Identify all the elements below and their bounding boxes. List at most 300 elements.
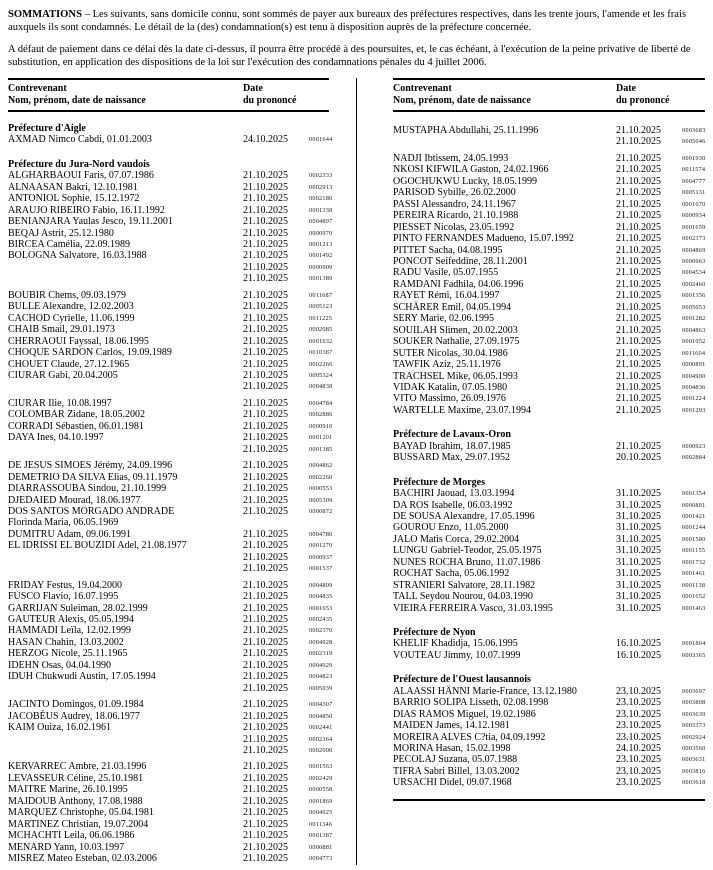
entry-date: 21.10.2025 (243, 710, 288, 722)
entry-name: CACHOD Cyrielle, 11.06.1999 (8, 312, 135, 324)
entry-ref: 0011687 (309, 291, 333, 299)
list-entry (8, 648, 333, 660)
entry-row (8, 193, 333, 205)
entry-name: CIURAR Ilie, 10.08.1997 (8, 397, 112, 409)
entry-ref: 0002319 (309, 650, 333, 658)
entry-row (393, 709, 705, 720)
entry-ref: 0011574 (682, 166, 706, 174)
sections-right (393, 125, 705, 789)
entry-name: DJEDAIED Mourad, 18.06.1977 (8, 494, 141, 506)
entry-ref: 0011604 (682, 349, 706, 357)
entry-row (8, 381, 333, 393)
prefecture-section (393, 429, 705, 463)
entry-row (8, 745, 333, 757)
list-entry (393, 441, 705, 452)
two-column-list (8, 78, 705, 865)
list-entry (393, 302, 705, 313)
entry-date: 21.10.2025 (616, 233, 661, 245)
entry-row (8, 648, 333, 660)
list-entry (393, 393, 705, 404)
entry-row (393, 210, 705, 221)
entry-date: 24.10.2025 (616, 743, 661, 755)
entry-name: DEMETRIO DA SILVA Elias, 09.11.1979 (8, 471, 178, 483)
entry-row (8, 227, 333, 239)
header-contrevenant-line2: Nom, prénom, date de naissance (8, 94, 146, 106)
list-entry (8, 216, 333, 228)
entry-ref: 0001282 (682, 315, 706, 323)
prefecture-title: Préfecture d'Aigle (8, 123, 86, 134)
list-entry (393, 256, 705, 267)
entry-date: 21.10.2025 (243, 369, 288, 381)
entry-ref: 0001354 (682, 490, 706, 498)
entry-row (393, 488, 705, 499)
entry-name: DUMITRU Adam, 09.06.1991 (8, 528, 132, 540)
entry-ref: 0001653 (309, 604, 333, 612)
entry-name: MUSTAPHA Abdullahi, 25.11.1996 (393, 125, 539, 136)
entry-ref: 0001869 (309, 797, 333, 805)
entry-name: FRIDAY Festus, 19.04.2000 (8, 579, 122, 591)
entry-row (8, 170, 333, 182)
entry-ref: 0002441 (309, 724, 333, 732)
entry-ref: 0003618 (682, 779, 706, 787)
list-entry (393, 638, 705, 649)
entry-ref: 0002260 (309, 473, 333, 481)
entry-row (393, 511, 705, 522)
entry-date: 23.10.2025 (616, 765, 661, 777)
entry-ref: 0004929 (309, 661, 333, 669)
bottom-rule (393, 799, 705, 801)
entry-date: 21.10.2025 (243, 682, 288, 694)
list-entry (8, 671, 333, 694)
entry-ref: 0000909 (309, 263, 333, 271)
entry-ref: 0003560 (682, 745, 706, 753)
entry-row (393, 766, 705, 777)
entry-ref: 0004928 (309, 638, 333, 646)
entry-name: HASAN Chahin, 13.03.2002 (8, 636, 124, 648)
entry-date: 31.10.2025 (616, 545, 661, 557)
entry-date: 21.10.2025 (243, 528, 288, 540)
entry-name: KHELIF Khadidja, 15.06.1995 (393, 638, 518, 650)
entry-date: 31.10.2025 (616, 510, 661, 522)
list-entry (393, 500, 705, 511)
entry-row (393, 290, 705, 301)
entry-name (8, 552, 243, 563)
entry-name: PIESSET Nicolas, 23.05.1992 (393, 221, 515, 233)
list-entry (8, 772, 333, 784)
entry-date: 21.10.2025 (243, 671, 288, 683)
entry-date: 21.10.2025 (243, 335, 288, 347)
prefecture-title: Préfecture de l'Ouest lausannois (393, 674, 531, 686)
list-entry (393, 187, 705, 198)
entry-date: 21.10.2025 (616, 359, 661, 371)
list-entry (8, 193, 333, 205)
entry-date: 21.10.2025 (616, 164, 661, 176)
entry-date: 21.10.2025 (243, 591, 288, 603)
list-entry (8, 830, 333, 842)
entry-ref: 0001804 (682, 640, 706, 648)
entry-row (393, 568, 705, 579)
entry-row (8, 528, 333, 540)
entry-row (393, 405, 705, 416)
list-entry (393, 210, 705, 221)
entry-date (243, 517, 299, 528)
list-entry (8, 134, 333, 146)
entry-name: PONCOT Seifeddine, 28.11.2001 (393, 255, 528, 267)
entry-ref: 0002180 (309, 195, 333, 203)
entry-row (8, 335, 333, 347)
entry-name: BUSSARD Max, 29.07.1952 (393, 452, 510, 464)
entry-ref: 0001463 (682, 604, 706, 612)
entry-ref: 0000937 (309, 553, 333, 561)
entry-row (393, 313, 705, 324)
entry-row (8, 761, 333, 773)
list-entry (393, 568, 705, 579)
prefecture-title: Préfecture de Lavaux-Oron (393, 429, 511, 441)
entry-row (8, 443, 333, 455)
entry-date: 21.10.2025 (243, 289, 288, 301)
list-entry (393, 534, 705, 545)
list-entry (393, 348, 705, 359)
entry-date: 31.10.2025 (616, 556, 661, 568)
entry-name: DIARRASSOUBA Sindou, 21.10.1999 (8, 483, 167, 495)
entry-row (8, 659, 333, 671)
entry-name: BULLE Alexandre, 12.02.2003 (8, 301, 134, 313)
entry-ref: 0002435 (309, 616, 333, 624)
entry-name: ARAUJO RIBEIRO Fabio, 16.11.1992 (8, 204, 165, 216)
list-entry (8, 324, 333, 336)
entry-name: DAYA Ines, 04.10.1997 (8, 432, 104, 444)
entry-name: PEREIRA Ricardo, 21.10.1988 (393, 210, 519, 222)
entry-date: 21.10.2025 (616, 290, 661, 302)
list-entry (8, 494, 333, 506)
intro-paragraph-2: A défaut de paiement dans ce délai dès la date ci-dessus, il pourra être procédé à des poursuites, et, le cas échéant, à l'exécution de la peine privative de liberté de substitution, en application des dispositions de la loi sur l'exécution des condamnations pénales du 4 juillet 2006. (8, 44, 691, 68)
entry-row (8, 505, 333, 517)
header-date-line1: Date (243, 83, 263, 94)
entry-name-line2: Florinda Maria, 06.05.1969 (8, 517, 119, 529)
entry-date: 21.10.2025 (243, 761, 288, 773)
entry-row (8, 710, 333, 722)
header-date (243, 83, 329, 106)
list-entry (393, 754, 705, 765)
column-right (357, 78, 705, 865)
entry-row (8, 483, 333, 495)
list-entry (8, 483, 333, 495)
entry-name: BARRIO SOLIPA Lisseth, 02.08.1998 (393, 697, 549, 709)
entry-row (393, 187, 705, 198)
entry-date: 21.10.2025 (616, 244, 661, 256)
entry-ref: 0002924 (682, 733, 706, 741)
entry-row (8, 602, 333, 614)
entry-name (393, 136, 616, 147)
list-entry (8, 289, 333, 301)
entry-date: 21.10.2025 (243, 772, 288, 784)
entry-ref: 0001052 (682, 338, 706, 346)
entry-ref: 0002913 (309, 183, 333, 191)
list-entry (393, 580, 705, 591)
entry-date: 21.10.2025 (243, 358, 288, 370)
list-entry (8, 784, 333, 796)
entry-row (393, 603, 705, 614)
list-entry (393, 720, 705, 731)
column-left (8, 78, 357, 865)
entry-name: CORRADI Sébastien, 06.01.1981 (8, 420, 144, 432)
entry-ref: 0003808 (682, 699, 706, 707)
entry-ref: 0001270 (309, 542, 333, 550)
entry-date: 21.10.2025 (616, 152, 661, 164)
entry-ref: 0002429 (309, 774, 333, 782)
entry-ref: 0004900 (682, 372, 706, 380)
entry-ref: 0011225 (309, 314, 333, 322)
list-entry (8, 722, 333, 757)
header-contrevenant (8, 83, 243, 106)
entry-ref: 0001461 (682, 570, 706, 578)
entry-row (8, 312, 333, 324)
entry-ref: 0001338 (309, 206, 333, 214)
entry-name (8, 683, 243, 694)
entry-date: 21.10.2025 (243, 602, 288, 614)
entry-ref: 0002886 (309, 411, 333, 419)
list-entry (8, 227, 333, 239)
entry-name: TALL Seydou Nourou, 04.03.1990 (393, 591, 533, 603)
entry-date: 21.10.2025 (616, 313, 661, 325)
entry-name: ROCHAT Sacha, 05.06.1992 (393, 568, 510, 580)
sections-left (8, 123, 333, 865)
entry-date: 21.10.2025 (243, 563, 288, 575)
entry-row (393, 164, 705, 175)
entry-name: VITO Massimo, 26.09.1976 (393, 393, 506, 405)
entry-ref: 0001389 (309, 275, 333, 283)
entry-ref: 0000872 (309, 507, 333, 515)
entry-name (8, 273, 243, 284)
list-entry (8, 505, 333, 529)
entry-ref: 0000801 (682, 501, 706, 509)
entry-name: RADU Vasile, 05.07.1955 (393, 267, 499, 279)
entry-date: 23.10.2025 (616, 685, 661, 697)
entry-date: 21.10.2025 (243, 745, 288, 757)
entry-date: 21.10.2025 (243, 238, 288, 250)
entry-ref: 0002460 (682, 280, 706, 288)
entry-date: 21.10.2025 (243, 540, 288, 552)
entry-date: 21.10.2025 (243, 494, 288, 506)
entry-name: VOUTEAU Jimmy, 10.07.1999 (393, 649, 521, 661)
entry-row (8, 238, 333, 250)
list-entry (393, 313, 705, 324)
entry-name: IDUH Chukwudi Austin, 17.05.1994 (8, 671, 156, 683)
entry-row (8, 181, 333, 193)
entry-name: JACINTO Domingos, 01.09.1984 (8, 699, 144, 711)
entry-row (393, 222, 705, 233)
entry-ref: 0001632 (309, 337, 333, 345)
column-header (8, 78, 329, 112)
entry-name: PARISOD Sybille, 26.02.2000 (393, 187, 516, 199)
list-entry (393, 405, 705, 416)
list-entry (393, 382, 705, 393)
entry-ref: 0000923 (682, 442, 706, 450)
column-header (393, 78, 705, 112)
entry-name: MISREZ Mateo Esteban, 02.03.2006 (8, 853, 157, 865)
list-entry (393, 290, 705, 301)
entry-date: 21.10.2025 (616, 255, 661, 267)
list-entry (393, 709, 705, 720)
entry-ref: 0011346 (309, 820, 333, 828)
list-entry (8, 420, 333, 432)
list-entry (393, 153, 705, 164)
list-entry (393, 267, 705, 278)
entry-ref: 0004534 (682, 269, 706, 277)
entry-row (393, 325, 705, 336)
list-entry (393, 452, 705, 463)
list-entry (393, 176, 705, 187)
entry-ref: 0001385 (309, 445, 333, 453)
entry-ref: 0002000 (309, 747, 333, 755)
entry-ref: 0002370 (309, 627, 333, 635)
list-entry (393, 125, 705, 148)
entry-row (8, 682, 333, 694)
entry-date: 21.10.2025 (243, 551, 288, 563)
entry-row (8, 733, 333, 745)
entry-date: 31.10.2025 (616, 499, 661, 511)
entry-date: 21.10.2025 (243, 471, 288, 483)
entry-ref: 0001670 (682, 200, 706, 208)
entry-date: 21.10.2025 (616, 267, 661, 279)
entry-ref: 0001201 (309, 434, 333, 442)
entry-date: 21.10.2025 (243, 381, 288, 393)
list-entry (8, 761, 333, 773)
entry-name: DOS SANTOS MORGADO ANDRADE (8, 505, 175, 517)
list-entry (8, 432, 333, 455)
entry-row (8, 540, 333, 552)
entry-ref: 0004869 (682, 246, 706, 254)
list-entry (8, 853, 333, 865)
entry-date: 21.10.2025 (616, 370, 661, 382)
header-contrevenant-line1: Contrevenant (393, 83, 452, 94)
list-entry (8, 312, 333, 324)
entry-name: CHERRAOUI Fayssal, 18.06.1995 (8, 335, 149, 347)
entry-row (8, 853, 333, 865)
entry-row (393, 591, 705, 602)
entry-row (8, 772, 333, 784)
entry-ref: 0002373 (682, 235, 706, 243)
entry-row (393, 336, 705, 347)
entry-ref: 0001652 (682, 593, 706, 601)
entry-name: MAJDOUB Anthony, 17.08.1988 (8, 795, 143, 807)
entry-row (8, 250, 333, 262)
entry-date: 21.10.2025 (616, 381, 661, 393)
entry-name: DA ROS Isabelle, 06.03.1992 (393, 499, 513, 511)
list-entry (393, 199, 705, 210)
list-entry (393, 371, 705, 382)
entry-ref: 0004777 (682, 177, 706, 185)
list-entry (393, 233, 705, 244)
entry-ref: 0001492 (309, 252, 333, 260)
entry-date: 21.10.2025 (243, 181, 288, 193)
entry-name: MCHACHTI Leila, 06.06.1986 (8, 830, 135, 842)
entry-name: MAITRE Marine, 26.10.1995 (8, 784, 128, 796)
entry-row (8, 289, 333, 301)
entry-ref: 0001930 (682, 154, 706, 162)
entry-date: 21.10.2025 (243, 648, 288, 660)
entry-ref: 0003631 (682, 756, 706, 764)
entry-ref: 0004809 (309, 581, 333, 589)
prefecture-title: Préfecture de Nyon (393, 627, 476, 639)
entry-row (8, 204, 333, 216)
entry-date: 21.10.2025 (243, 579, 288, 591)
entry-ref: 0001244 (682, 524, 706, 532)
list-entry (8, 636, 333, 648)
entry-name: GAUTEUR Alexis, 05.05.1994 (8, 614, 134, 626)
list-entry (393, 777, 705, 788)
entry-date: 21.10.2025 (243, 227, 288, 239)
entry-row (393, 732, 705, 743)
entry-ref: 0001563 (309, 763, 333, 771)
entry-ref: 0001293 (682, 406, 706, 414)
entry-name: LUNGU Gabriel-Teodor, 25.05.1975 (393, 545, 542, 557)
entry-row (8, 261, 333, 273)
header-date (616, 83, 705, 106)
list-entry (8, 841, 333, 853)
entry-name: STRANIERI Salvatore, 28.11.1982 (393, 579, 536, 591)
entry-ref: 0000963 (682, 257, 706, 265)
list-entry (393, 743, 705, 754)
entry-date: 21.10.2025 (616, 221, 661, 233)
entry-name: CHOQUE SARDON Carlos, 19.09.1989 (8, 347, 172, 359)
entry-row (393, 545, 705, 556)
entry-row (8, 273, 333, 285)
entry-name: RAYET Rémi, 16.04.1997 (393, 290, 500, 302)
list-entry (8, 602, 333, 614)
entry-ref: 0001213 (309, 240, 333, 248)
entry-ref: 0004784 (309, 399, 333, 407)
list-entry (8, 818, 333, 830)
entry-row (393, 557, 705, 568)
entry-ref: 0003816 (682, 767, 706, 775)
entry-ref: 0003697 (682, 687, 706, 695)
entry-date: 21.10.2025 (616, 210, 661, 222)
list-entry (393, 245, 705, 256)
entry-row (393, 697, 705, 708)
entry-name: TRACHSEL Mike, 06.05.1993 (393, 370, 518, 382)
entry-name: WARTELLE Maxime, 23.07.1994 (393, 404, 531, 416)
entry-name: CIURAR Gabi, 20.04.2005 (8, 369, 118, 381)
entry-date: 21.10.2025 (243, 409, 288, 421)
list-entry (8, 301, 333, 313)
list-entry (393, 697, 705, 708)
list-entry (8, 238, 333, 250)
list-entry (393, 359, 705, 370)
entry-date: 21.10.2025 (616, 187, 661, 199)
list-entry (393, 766, 705, 777)
entry-date: 21.10.2025 (243, 324, 288, 336)
entry-name: BOLOGNA Salvatore, 16.03.1988 (8, 250, 147, 262)
entry-name: DE JESUS SIMOES Jérémy, 24.09.1996 (8, 460, 173, 472)
entry-name: MORINA Hasan, 15.02.1998 (393, 743, 511, 755)
entry-name: GARRIJAN Suleiman, 28.02.1999 (8, 602, 148, 614)
entry-name (8, 745, 243, 756)
list-entry (393, 732, 705, 743)
entry-ref: 0001580 (682, 535, 706, 543)
entry-date: 21.10.2025 (243, 312, 288, 324)
list-entry (393, 488, 705, 499)
entry-name: KAIM Ouiza, 16.02.1961 (8, 722, 112, 734)
entry-name: JALO Matis Corca, 29.02.2004 (393, 533, 520, 545)
entry-row (8, 551, 333, 563)
entry-ref: 0001732 (682, 558, 706, 566)
entry-row (393, 522, 705, 533)
entry-date: 21.10.2025 (616, 393, 661, 405)
entry-ref: 0005324 (309, 371, 333, 379)
entry-name: PITTET Sacha, 04.08.1995 (393, 244, 503, 256)
entry-date: 21.10.2025 (616, 347, 661, 359)
